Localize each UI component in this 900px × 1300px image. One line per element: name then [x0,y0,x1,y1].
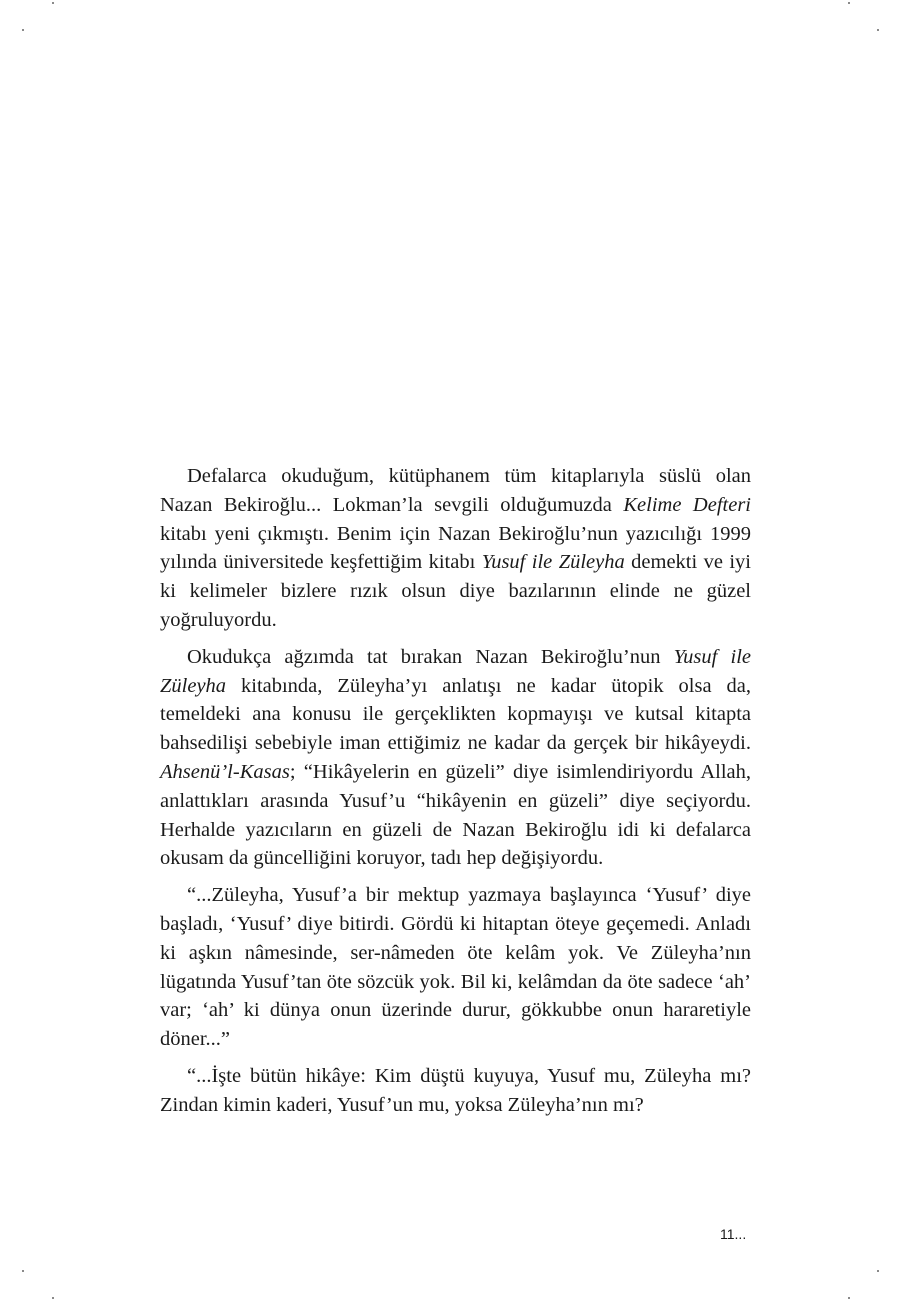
body-text [160,462,751,1128]
text-run: ; “Hikâyelerin en güzeli” diye isimlendiriyordu Allah, anlattıkları arasında Yusuf’u “hikâyenin en güzeli” diye seçiyordu. Herhalde yazıcıların en güzeli de Nazan Bekiroğlu idi ki defalarca okusam da güncelliğini koruyor, tadı hep değişiyordu. [160,760,751,870]
text-run: Defalarca okuduğum, kütüphanem tüm kitaplarıyla süslü olan Nazan Bekiroğlu... Lokman’la sevgili olduğumuzda [160,465,751,516]
italic-title: Kelime Defteri [623,493,752,516]
paragraph-2 [160,643,751,873]
text-run: kitabı yeni çıkmıştı. Benim için Nazan Bekiroğlu’nun yazıcılığı 1999 yılında üniversitede keşfettiğim kitabı [160,522,751,574]
text-run: “...İşte bütün hikâye: Kim düştü kuyuya, Yusuf mu, Züleyha mı? Zindan kimin kaderi, Yusuf’un mu, yoksa Züleyha’nın mı? [160,1064,751,1116]
text-run: “...Züleyha, Yusuf’a bir mektup yazmaya başlayınca ‘Yusuf’ diye başladı, ‘Yusuf’ diye bitirdi. Gördü ki hitaptan öteye geçemedi. Anladı ki aşkın nâmesinde, ser-nâmeden öte kelâm yok. Ve Züleyha’nın lügatında Yusuf’tan öte sözcük yok. Bil ki, kelâmdan da öte sadece ‘ah’ var; ‘ah’ ki dünya onun üzerinde durur, gökkubbe onun hararetiyle döner...” [160,884,751,1051]
crop-mark-bottom-right-inner [848,1297,850,1299]
text-run: demekti ve iyi ki kelimeler bizlere rızık olsun diye bazılarının elinde ne güzel yoğruluyordu. [160,551,751,631]
crop-mark-top-right-inner [848,2,850,4]
italic-title: Yusuf ile Züleyha [481,551,625,574]
crop-mark-top-left [22,29,24,31]
italic-title: Ahsenü’l-Kasas [160,760,290,783]
paragraph-1 [160,462,751,635]
text-run: kitabında, Züleyha’yı anlatışı ne kadar ütopik olsa da, temeldeki ana konusu ile gerçeklikten kopmayışı ve kutsal kitapta bahsedilişi sebebiyle iman ettiğimiz ne kadar da gerçek bir hikâyeydi. [160,674,751,755]
crop-mark-top-left-inner [52,2,54,4]
text-run: Okudukça ağzımda tat bırakan Nazan Bekiroğlu’nun [187,645,674,668]
crop-mark-bottom-left-inner [52,1297,54,1299]
paragraph-4 [160,1062,751,1120]
crop-mark-bottom-right [877,1270,879,1272]
crop-mark-top-right [877,29,879,31]
paragraph-3 [160,881,751,1054]
crop-mark-bottom-left [22,1270,24,1272]
page-number: 11... [720,1226,747,1242]
italic-title: Yusuf ile Züleyha [160,645,751,697]
